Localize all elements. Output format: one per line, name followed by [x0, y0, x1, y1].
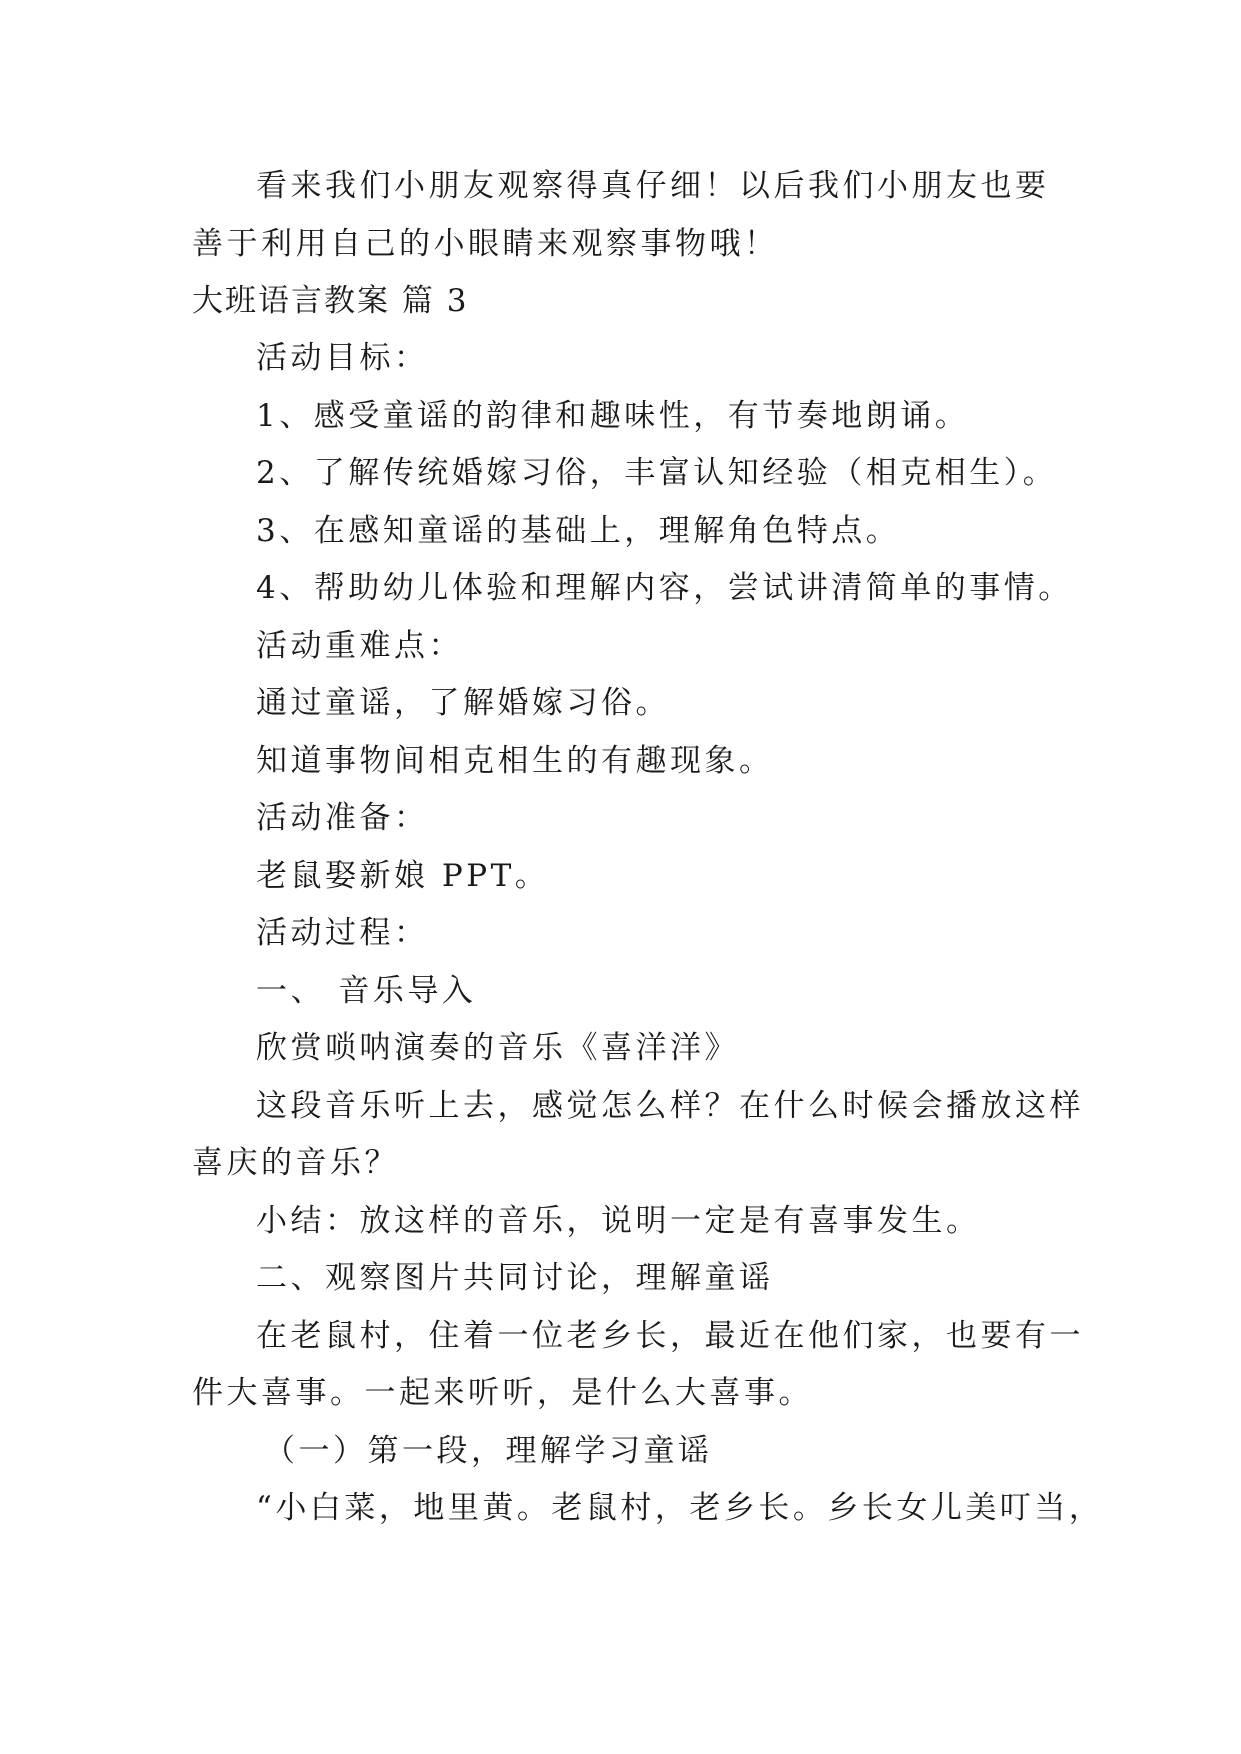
paragraph-line: 小结：放这样的音乐，说明一定是有喜事发生。 [256, 1203, 981, 1239]
subheading-key-points: 活动重难点： [256, 628, 463, 664]
list-item: 3、在感知童谣的基础上，理解角色特点。 [256, 513, 901, 549]
subheading-preparation: 活动准备： [256, 800, 429, 836]
paragraph-line: 件大喜事。一起来听听，是什么大喜事。 [192, 1375, 813, 1411]
paragraph-line: 这段音乐听上去，感觉怎么样？在什么时候会播放这样 [256, 1088, 1084, 1124]
paragraph-line: 看来我们小朋友观察得真仔细！以后我们小朋友也要 [256, 168, 1050, 204]
subheading-process: 活动过程： [256, 915, 429, 951]
list-item: 1、感受童谣的韵律和趣味性，有节奏地朗诵。 [256, 398, 970, 434]
list-item: 2、了解传统婚嫁习俗，丰富认知经验（相克相生）。 [256, 455, 1058, 491]
paragraph-line: 欣赏唢呐演奏的音乐《喜洋洋》 [256, 1030, 739, 1066]
paragraph-line: “小白菜，地里黄。老鼠村，老乡长。乡长女儿美叮当， [256, 1490, 1104, 1526]
paragraph-line: 知道事物间相克相生的有趣现象。 [256, 743, 774, 779]
step-heading: 二、观察图片共同讨论，理解童谣 [256, 1260, 774, 1296]
step-subheading: （一）第一段，理解学习童谣 [264, 1433, 713, 1469]
section-heading: 大班语言教案 篇 3 [192, 283, 469, 319]
subheading-objectives: 活动目标： [256, 340, 429, 376]
list-item: 4、帮助幼儿体验和理解内容，尝试讲清简单的事情。 [256, 570, 1073, 606]
step-heading: 一、 音乐导入 [256, 973, 477, 1009]
paragraph-line: 老鼠娶新娘 PPT。 [256, 858, 550, 894]
paragraph-line: 善于利用自己的小眼睛来观察事物哦！ [192, 226, 779, 262]
paragraph-line: 喜庆的音乐？ [192, 1145, 399, 1181]
paragraph-line: 通过童谣，了解婚嫁习俗。 [256, 685, 670, 721]
paragraph-line: 在老鼠村，住着一位老乡长，最近在他们家，也要有一 [256, 1318, 1084, 1354]
